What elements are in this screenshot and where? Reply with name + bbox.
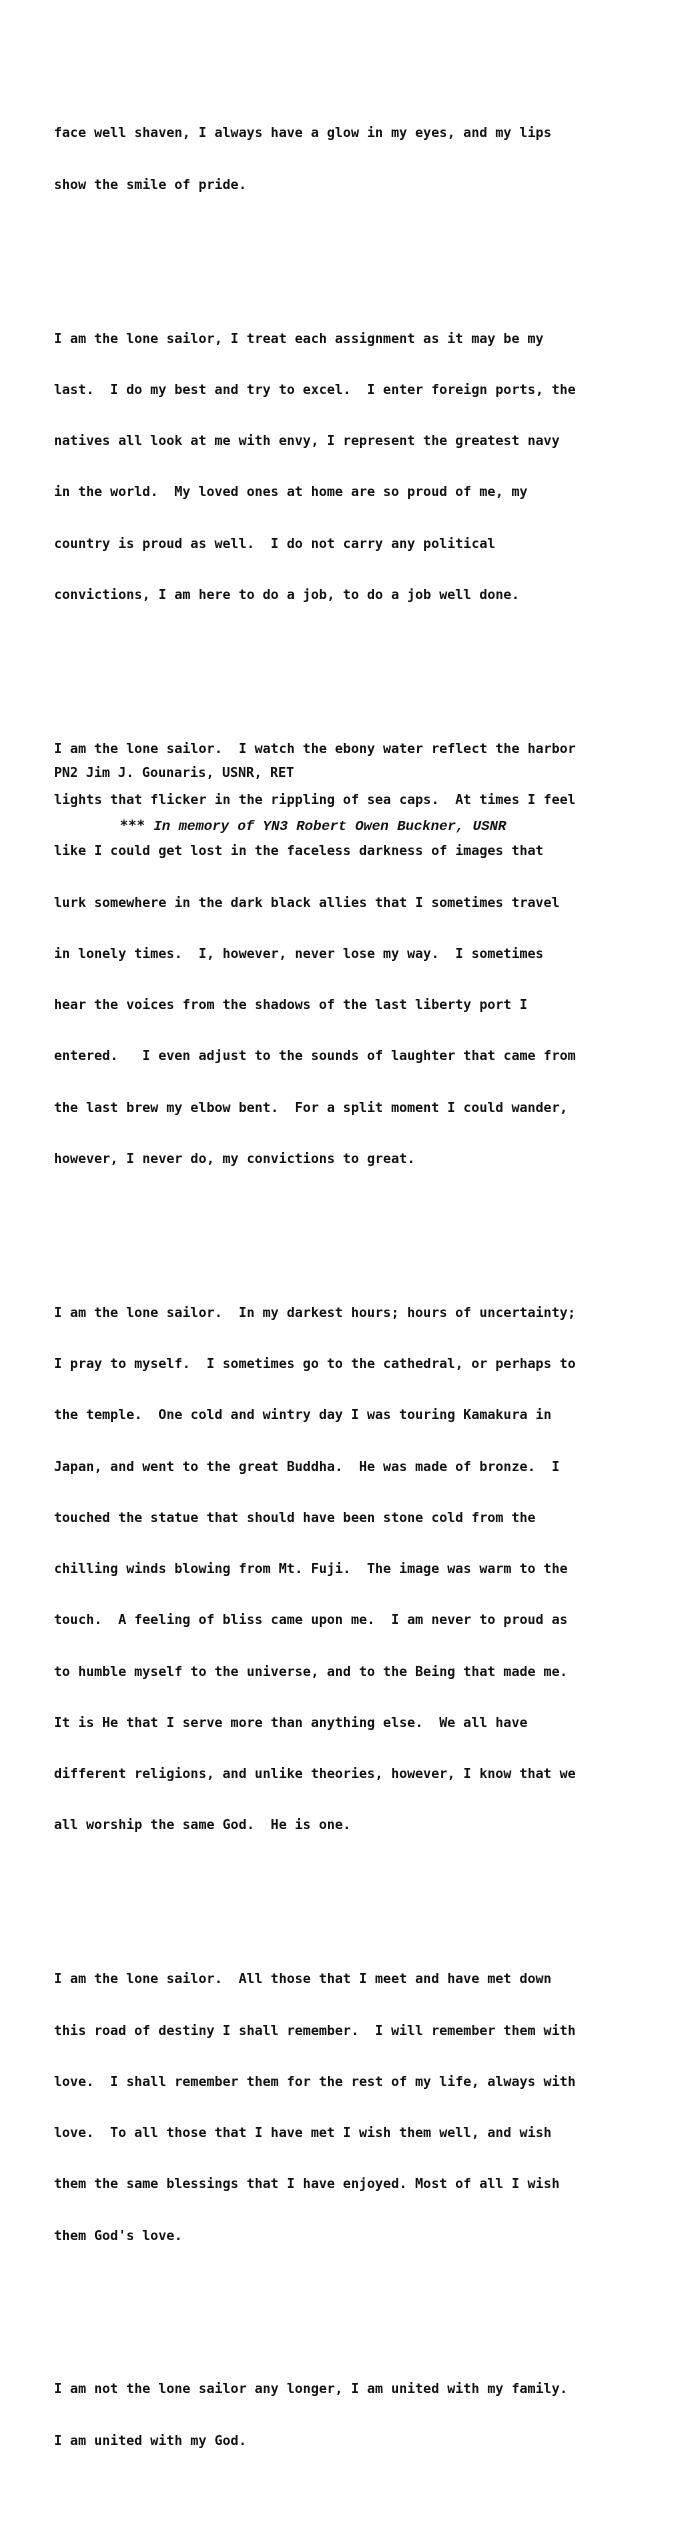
text-line: I pray to myself. I sometimes go to the cathedral, or perhaps to xyxy=(54,1356,576,1372)
text-line: hear the voices from the shadows of the last liberty port I xyxy=(54,998,528,1014)
paragraph xyxy=(54,1270,654,1868)
text-line: touch. A feeling of bliss came upon me. I am never to proud as xyxy=(54,1613,568,1629)
asterisks: *** xyxy=(119,818,146,834)
text-line: It is He that I serve more than anything else. We all have xyxy=(54,1715,528,1731)
poem-body xyxy=(54,40,654,2535)
text-line: I am not the lone sailor any longer, I am united with my family. xyxy=(54,2382,568,2398)
text-line: last. I do my best and try to excel. I enter foreign ports, the xyxy=(54,382,576,398)
text-line: them God's love. xyxy=(54,2228,183,2244)
text-line: love. To all those that I have met I wish them well, and wish xyxy=(54,2126,552,2142)
text-line: entered. I even adjust to the sounds of laughter that came from xyxy=(54,1049,576,1065)
paragraph xyxy=(54,296,654,638)
memorial-dedication xyxy=(86,802,506,851)
text-line: like I could get lost in the faceless darkness of images that xyxy=(54,844,544,860)
text-line: show the smile of pride. xyxy=(54,177,247,193)
text-line: I am the lone sailor. I watch the ebony water reflect the harbor xyxy=(54,741,576,757)
text-line: Japan, and went to the great Buddha. He was made of bronze. I xyxy=(54,1459,560,1475)
text-line: touched the statue that should have been stone cold from the xyxy=(54,1510,536,1526)
text-line: all worship the same God. He is one. xyxy=(54,1818,351,1834)
text-line: the last brew my elbow bent. For a split moment I could wander, xyxy=(54,1100,568,1116)
text-line: the temple. One cold and wintry day I was touring Kamakura in xyxy=(54,1408,552,1424)
text-line: face well shaven, I always have a glow in my eyes, and my lips xyxy=(54,126,552,142)
memorial-text: In memory of YN3 Robert Owen Buckner, USNR xyxy=(153,819,507,835)
text-line: them the same blessings that I have enjoyed. Most of all I wish xyxy=(54,2177,560,2193)
text-line: lights that flicker in the rippling of sea caps. At times I feel xyxy=(54,792,576,808)
text-line: I am the lone sailor, I treat each assignment as it may be my xyxy=(54,331,544,347)
text-line: however, I never do, my convictions to great. xyxy=(54,1151,416,1167)
text-line: chilling winds blowing from Mt. Fuji. The image was warm to the xyxy=(54,1562,568,1578)
text-line: different religions, and unlike theories, however, I know that we xyxy=(54,1767,576,1783)
paragraph xyxy=(54,1937,654,2279)
paragraph xyxy=(54,2347,654,2484)
text-line: I am united with my God. xyxy=(54,2433,247,2449)
text-line: lurk somewhere in the dark black allies that I sometimes travel xyxy=(54,895,560,911)
text-line: I am the lone sailor. All those that I meet and have met down xyxy=(54,1972,552,1988)
text-line: in the world. My loved ones at home are so proud of me, my xyxy=(54,485,528,501)
text-line: to humble myself to the universe, and to the Being that made me. xyxy=(54,1664,568,1680)
text-line: convictions, I am here to do a job, to do a job well done. xyxy=(54,587,520,603)
text-line: in lonely times. I, however, never lose my way. I sometimes xyxy=(54,946,544,962)
text-line: natives all look at me with envy, I represent the greatest navy xyxy=(54,434,560,450)
text-line: I am the lone sailor. In my darkest hours; hours of uncertainty; xyxy=(54,1305,576,1321)
paragraph xyxy=(54,91,654,228)
author-signature: PN2 Jim J. Gounaris, USNR, RET xyxy=(54,766,295,781)
text-line: country is proud as well. I do not carry any political xyxy=(54,536,496,552)
text-line: this road of destiny I shall remember. I will remember them with xyxy=(54,2023,576,2039)
text-line: love. I shall remember them for the rest of my life, always with xyxy=(54,2074,576,2090)
